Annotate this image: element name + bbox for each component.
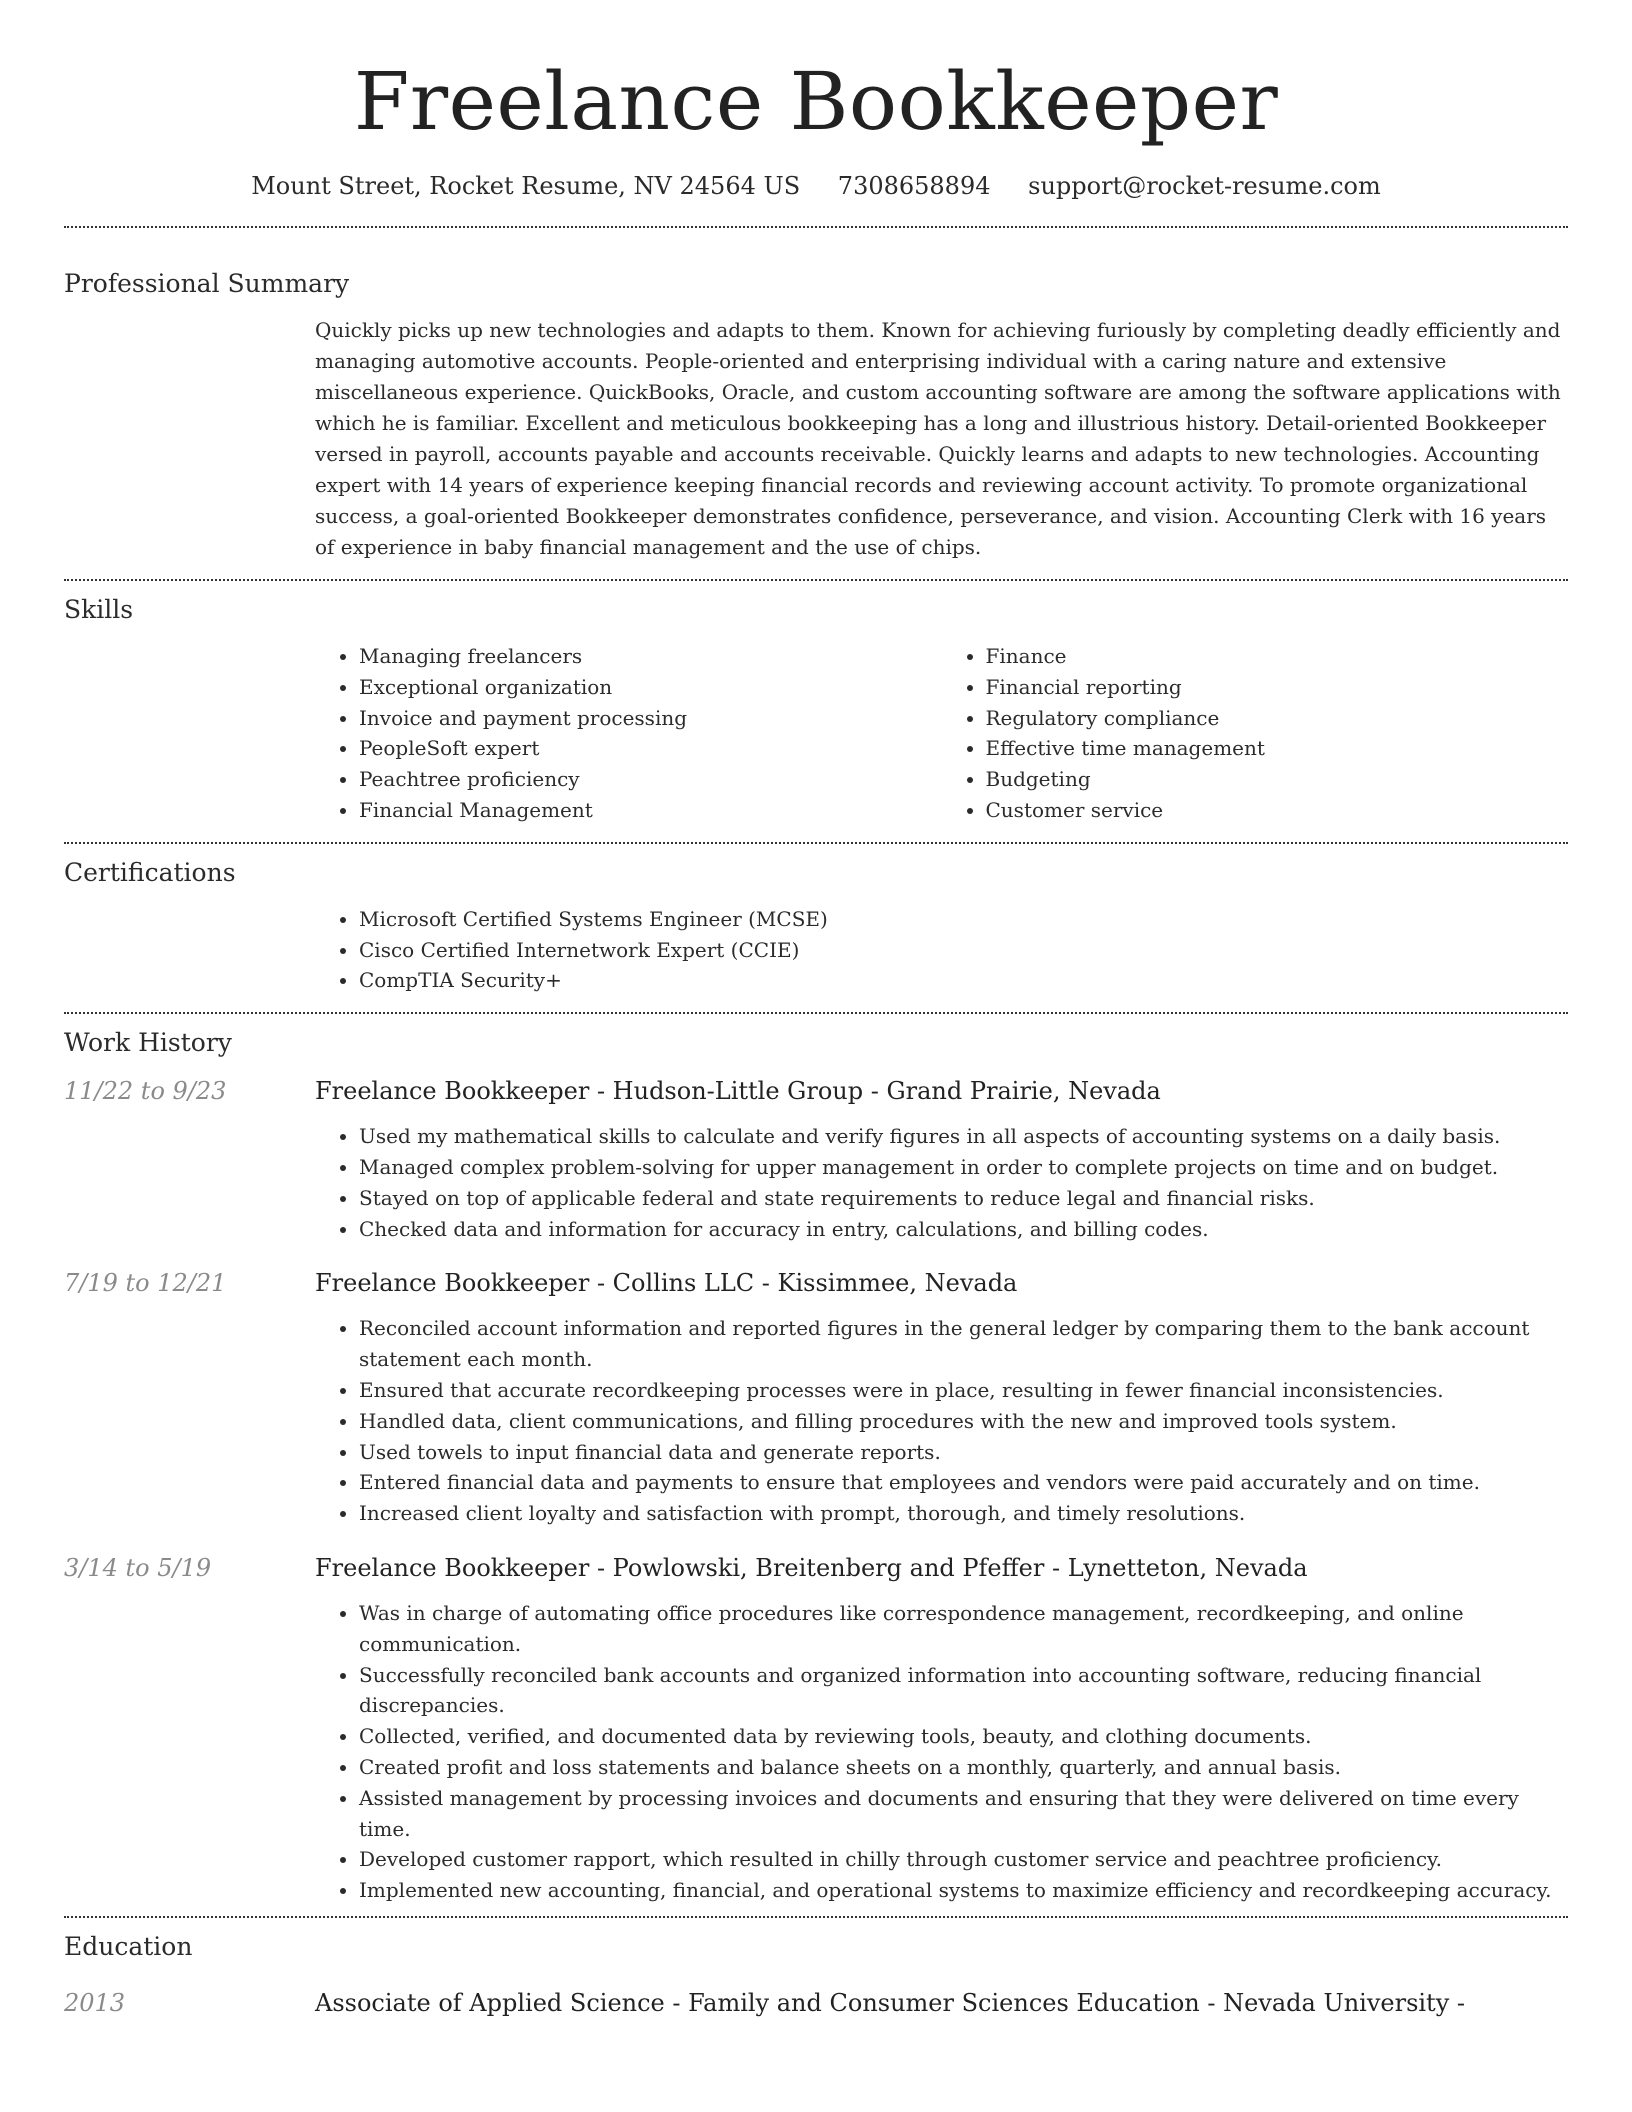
job-bullet: • Was in charge of automating office procedures like correspondence management, recordkeeping, and online communication. xyxy=(359,1598,1568,1660)
education-dates: 2013 xyxy=(64,1988,126,2017)
skill-item: • Budgeting xyxy=(986,764,1569,795)
job-bullet: • Stayed on top of applicable federal and state requirements to reduce legal and financial risks. xyxy=(359,1183,1568,1214)
job-bullet: • Entered financial data and payments to ensure that employees and vendors were paid accurately and on time. xyxy=(359,1467,1568,1498)
job-bullet: • Used my mathematical skills to calculate and verify figures in all aspects of accounting systems on a daily basis. xyxy=(359,1121,1568,1152)
job-bullet: • Developed customer rapport, which resulted in chilly through customer service and peachtree proficiency. xyxy=(359,1844,1568,1875)
skill-item: • Financial reporting xyxy=(986,672,1569,703)
job-bullet: • Created profit and loss statements and balance sheets on a monthly, quarterly, and annual basis. xyxy=(359,1752,1568,1783)
job-dates: 3/14 to 5/19 xyxy=(64,1553,212,1582)
job-list xyxy=(64,1074,1568,1906)
job-entry xyxy=(64,1074,1568,1244)
skill-item: • Finance xyxy=(986,641,1569,672)
job-bullet: • Managed complex problem-solving for upper management in order to complete projects on time and on budget. xyxy=(359,1152,1568,1183)
work-history-title: Work History xyxy=(64,1028,232,1058)
job-entry xyxy=(64,1266,1568,1529)
job-bullets xyxy=(315,1313,1568,1529)
job-heading: Freelance Bookkeeper - Hudson-Little Group - Grand Prairie, Nevada xyxy=(315,1077,1161,1106)
certifications-bullets xyxy=(315,904,1568,996)
job-bullet: • Handled data, client communications, and filling procedures with the new and improved tools system. xyxy=(359,1406,1568,1437)
work-history-section xyxy=(64,1014,1568,1916)
spacer xyxy=(64,1906,1568,1916)
job-bullet: • Assisted management by processing invoices and documents and ensuring that they were delivered on time every time. xyxy=(359,1783,1568,1845)
education-heading: Associate of Applied Science - Family and Consumer Sciences Education - Nevada University - xyxy=(315,1988,1465,2017)
education-title: Education xyxy=(64,1931,193,1961)
skills-column-left xyxy=(315,641,942,826)
job-bullet: • Increased client loyalty and satisfaction with prompt, thorough, and timely resolutions. xyxy=(359,1498,1568,1529)
job-heading: Freelance Bookkeeper - Powlowski, Breitenberg and Pfeffer - Lynetteton, Nevada xyxy=(315,1553,1308,1582)
job-bullets xyxy=(315,1598,1568,1906)
job-bullets xyxy=(315,1121,1568,1244)
skill-item: • Managing freelancers xyxy=(359,641,942,672)
skills-title: Skills xyxy=(64,595,134,624)
job-bullet: • Collected, verified, and documented data by reviewing tools, beauty, and clothing documents. xyxy=(359,1721,1568,1752)
skills-section xyxy=(64,581,1568,842)
skills-column-right xyxy=(942,641,1569,826)
certifications-title: Certifications xyxy=(64,857,236,887)
job-bullet: • Ensured that accurate recordkeeping processes were in place, resulting in fewer financial inconsistencies. xyxy=(359,1375,1568,1406)
job-heading: Freelance Bookkeeper - Collins LLC - Kissimmee, Nevada xyxy=(315,1269,1018,1298)
skill-item: • Customer service xyxy=(986,795,1569,826)
skill-item: • Effective time management xyxy=(986,733,1569,764)
job-dates: 11/22 to 9/23 xyxy=(64,1077,227,1106)
skills-list xyxy=(315,641,1568,842)
job-bullet: • Implemented new accounting, financial, and operational systems to maximize efficiency and recordkeeping accuracy. xyxy=(359,1875,1568,1906)
summary-title: Professional Summary xyxy=(64,269,350,298)
contact-phone: 7308658894 xyxy=(837,172,991,200)
summary-section xyxy=(64,228,1568,579)
job-bullet-list xyxy=(315,1121,1568,1244)
job-dates: 7/19 to 12/21 xyxy=(64,1269,227,1298)
job-bullet-list xyxy=(315,1598,1568,1906)
contact-address: Mount Street, Rocket Resume, NV 24564 US xyxy=(251,172,801,200)
skill-item: • Regulatory compliance xyxy=(986,703,1569,734)
resume-name: Freelance Bookkeeper xyxy=(353,55,1279,148)
job-bullet: • Reconciled account information and reported figures in the general ledger by comparing them to the bank account statement each month. xyxy=(359,1313,1568,1375)
certifications-section xyxy=(64,844,1568,1012)
job-bullet-list xyxy=(315,1313,1568,1529)
job-bullet: • Used towels to input financial data and generate reports. xyxy=(359,1437,1568,1468)
contact-line xyxy=(64,170,1568,202)
resume-content xyxy=(64,0,1568,2033)
education-section xyxy=(64,1918,1568,2020)
job-bullet: • Successfully reconciled bank accounts and organized information into accounting software, reducing financial discrepancies. xyxy=(359,1660,1568,1722)
education-entry xyxy=(64,1986,1568,2020)
skill-item: • Financial Management xyxy=(359,795,942,826)
skill-item: • PeopleSoft expert xyxy=(359,733,942,764)
certification-item: • Microsoft Certified Systems Engineer (MCSE) xyxy=(359,904,1568,935)
certification-item: • CompTIA Security+ xyxy=(359,965,1568,996)
skill-item: • Exceptional organization xyxy=(359,672,942,703)
skill-item: • Invoice and payment processing xyxy=(359,703,942,734)
job-entry xyxy=(64,1551,1568,1906)
job-bullet: • Checked data and information for accuracy in entry, calculations, and billing codes. xyxy=(359,1214,1568,1245)
certifications-list xyxy=(315,904,1568,1012)
contact-email: support@rocket-resume.com xyxy=(1028,172,1381,200)
skill-item: • Peachtree proficiency xyxy=(359,764,942,795)
summary-text: Quickly picks up new technologies and adapts to them. Known for achieving furiously by completing deadly efficiently and managing automotive accounts. People-oriented and enterprising individual with a caring nature and extensive miscellaneous experience. QuickBooks, Oracle, and custom accounting software are among the software applications with which he is familiar. Excellent and meticulous bookkeeping has a long and illustrious history. Detail-oriented Bookkeeper versed in payroll, accounts payable and accounts receivable. Quickly learns and adapts to new technologies. Accounting expert with 14 years of experience keeping financial records and reviewing account activity. To promote organizational success, a goal-oriented Bookkeeper demonstrates confidence, perseverance, and vision. Accounting Clerk with 16 years of experience in baby financial management and the use of chips. xyxy=(315,318,1561,559)
certification-item: • Cisco Certified Internetwork Expert (CCIE) xyxy=(359,935,1568,966)
